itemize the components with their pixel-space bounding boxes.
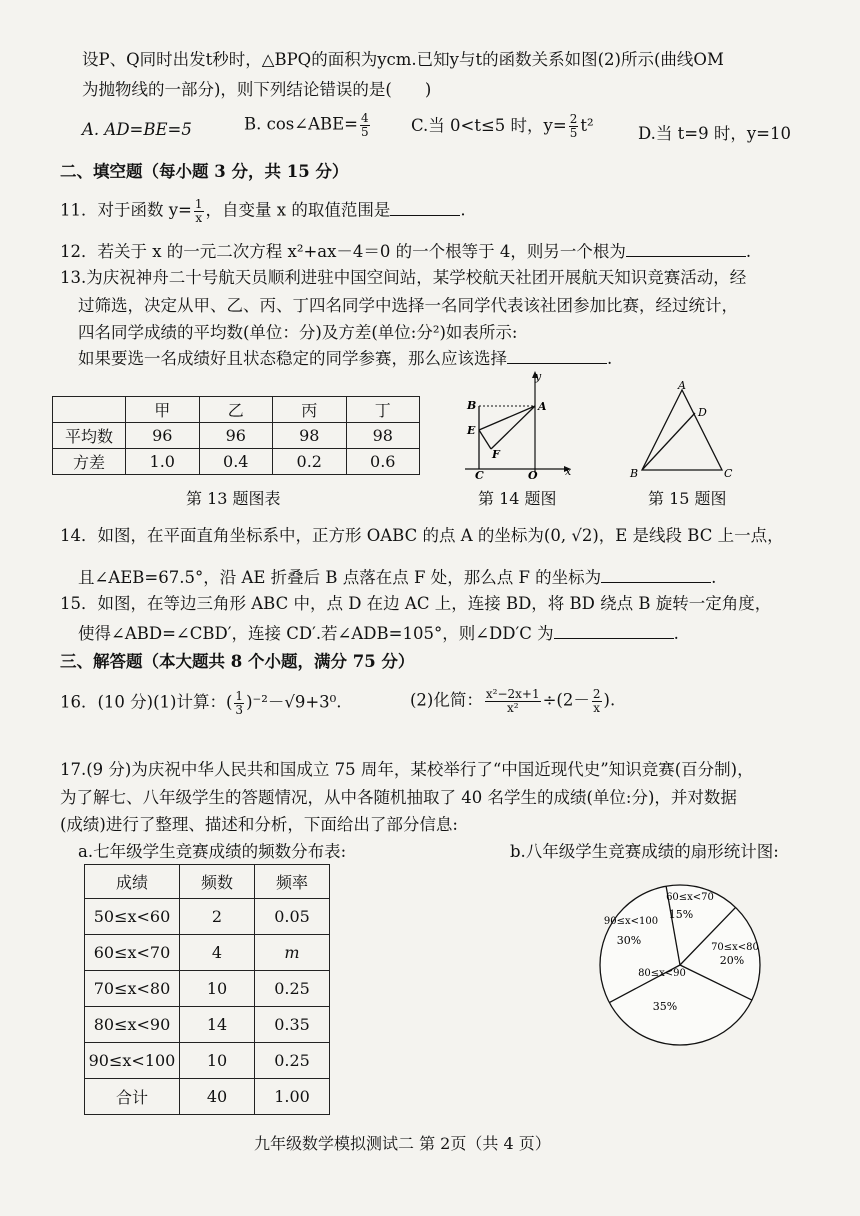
pie-label-range-2: 70≤x<80	[711, 942, 759, 953]
table-row: 70≤x<80 10 0.25	[85, 971, 330, 1007]
q17-frequency-table	[84, 864, 330, 1115]
q11-answer-blank	[390, 199, 460, 216]
table-row: 平均数 96 96 98 98	[53, 423, 420, 449]
fig14-label-x: x	[565, 465, 572, 478]
fig15-label-a: A	[678, 379, 686, 392]
pie-label-pct-3: 35%	[652, 1000, 678, 1013]
section3-title: 三、解答题（本大题共 8 个小题，满分 75 分）	[60, 652, 415, 671]
frac-q16-3: $\frac{2}{x}$	[592, 687, 601, 715]
q15-line1: 15．如图，在等边三角形 ABC 中，点 D 在边 AC 上，连接 BD，将 BD 绕点 B 旋转一定角度，	[60, 594, 772, 613]
q13-line2: 过筛选，决定从甲、乙、丙、丁四名同学中选择一名同学代表该社团参加比赛，经过统计，	[78, 296, 738, 315]
q10-line1: 设P、Q同时出发t秒时，△BPQ的面积为ycm.已知y与t的函数关系如图(2)所示(曲线OM	[82, 50, 724, 69]
q13-line3: 四名同学成绩的平均数(单位：分)及方差(单位:分²)如表所示:	[78, 323, 518, 342]
q17-sub-a: a.七年级学生竞赛成绩的频数分布表:	[78, 842, 347, 861]
pie-label-range-1: 60≤x<70	[666, 892, 714, 903]
fig15-caption: 第 15 题图	[648, 489, 727, 508]
q12: 12．若关于 x 的一元二次方程 x²+ax－4＝0 的一个根等于 4，则另一个根为 .	[60, 242, 752, 261]
figure-14	[455, 368, 580, 480]
q13-line1: 13.为庆祝神舟二十号航天员顺利进驻中国空间站，某学校航天社团开展航天知识竞赛活动，经	[60, 268, 747, 287]
frac-c: $\frac{2}{5}$	[569, 112, 578, 140]
frac-q16-1: $\frac{1}{3}$	[235, 689, 244, 717]
q13-answer-blank	[507, 347, 607, 364]
q10-option-d: D.当 t=9 时，y=10	[638, 124, 791, 143]
fig14-label-e: E	[467, 424, 476, 437]
frac-q16-2: $\frac{\text{x²−2x+1}}{\text{x²}}$	[485, 687, 540, 715]
q17-line3: (成绩)进行了整理、描述和分析，下面给出了部分信息:	[60, 815, 458, 834]
fig14-label-o: O	[528, 469, 538, 480]
pie-label-pct-4: 30%	[616, 934, 642, 947]
figure-15	[620, 378, 745, 478]
table-row: 80≤x<90 14 0.35	[85, 1007, 330, 1043]
q14-line1: 14．如图，在平面直角坐标系中，正方形 OABC 的点 A 的坐标为(0, √2)，E 是线段 BC 上一点，	[60, 526, 784, 545]
q12-answer-blank	[626, 240, 746, 257]
pie-label-range-3: 80≤x<90	[638, 968, 686, 979]
q10-option-a: A. AD=BE=5	[82, 120, 192, 139]
fig15-label-b: B	[630, 467, 639, 478]
q10-line2: 为抛物线的一部分)，则下列结论错误的是( )	[82, 80, 432, 99]
fig14-label-y: y	[535, 370, 542, 383]
table-row: 成绩 频数 频率	[85, 865, 330, 899]
fig14-label-b: B	[467, 399, 477, 412]
pie-label-pct-1: 15%	[668, 908, 694, 921]
table-row: 甲 乙 丙 丁	[53, 397, 420, 423]
q13-table	[52, 396, 420, 475]
q14-answer-blank	[601, 566, 711, 583]
q11: 11．对于函数 y= $\frac{1}{x}$ ，自变量 x 的取值范围是 .	[60, 197, 466, 225]
q16-part2: (2)化简： $\frac{\text{x²−2x+1}}{\text{x²}}$ ÷(2－ $\frac{2}{x}$ ).	[410, 687, 616, 715]
q17-pie-chart	[595, 880, 765, 1050]
q14-line2: 且∠AEB=67.5°，沿 AE 折叠后 B 点落在点 F 处，那么点 F 的坐标为 .	[78, 568, 717, 587]
q10-option-c: C.当 0<t≤5 时，y= $\frac{2}{5}$ t²	[411, 112, 594, 140]
fig14-label-a: A	[538, 400, 547, 413]
table-row: 50≤x<60 2 0.05	[85, 899, 330, 935]
table-row: 方差 1.0 0.4 0.2 0.6	[53, 449, 420, 475]
section2-title: 二、填空题（每小题 3 分，共 15 分）	[60, 162, 349, 181]
table-row: 合计 40 1.00	[85, 1079, 330, 1115]
q17-line2: 为了解七、八年级学生的答题情况，从中各随机抽取了 40 名学生的成绩(单位:分)，并对数据	[60, 788, 737, 807]
q15-answer-blank	[554, 622, 674, 639]
q17-line1: 17.(9 分)为庆祝中华人民共和国成立 75 周年，某校举行了“中国近现代史”知识竞赛(百分制)，	[60, 760, 754, 779]
fig14-label-f: F	[492, 448, 500, 461]
frac-q11: $\frac{1}{x}$	[194, 197, 203, 225]
pie-label-pct-2: 20%	[719, 954, 745, 967]
q13-caption: 第 13 题图表	[186, 489, 281, 508]
q15-line2: 使得∠ABD=∠CBD′，连接 CD′.若∠ADB=105°，则∠DD′C 为 .	[78, 624, 679, 643]
fig14-label-c: C	[475, 469, 484, 480]
q10-option-b: B. cos∠ABE= $\frac{4}{5}$	[244, 111, 369, 139]
q16-part1: 16．(10 分)(1)计算：( $\frac{1}{3}$ )⁻²－√9+3⁰.	[60, 689, 342, 717]
table-row: 90≤x<100 10 0.25	[85, 1043, 330, 1079]
fig15-label-d: D	[698, 406, 707, 419]
table-row: 60≤x<70 4 m	[85, 935, 330, 971]
pie-label-range-4: 90≤x<100	[603, 916, 659, 927]
page-footer: 九年级数学模拟测试二 第 2页（共 4 页）	[254, 1134, 551, 1153]
frac-b: $\frac{4}{5}$	[361, 111, 369, 139]
fig14-caption: 第 14 题图	[478, 489, 557, 508]
q13-line4: 如果要选一名成绩好且状态稳定的同学参赛，那么应该选择 .	[78, 349, 613, 368]
q17-sub-b: b.八年级学生竞赛成绩的扇形统计图:	[510, 842, 779, 861]
fig15-label-c: C	[724, 467, 733, 478]
